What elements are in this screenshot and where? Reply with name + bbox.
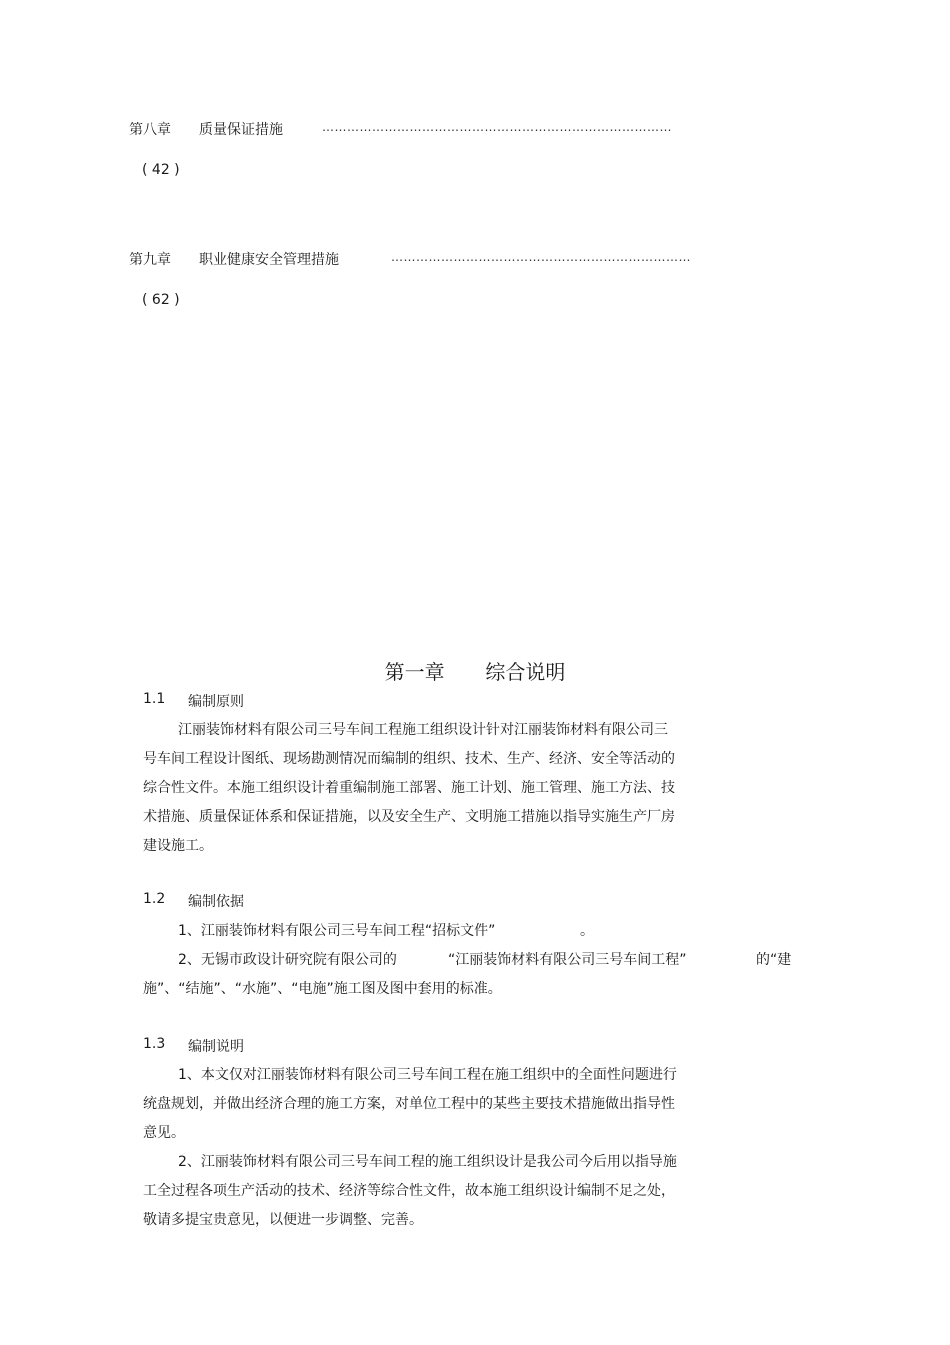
section-number: 1.2 <box>143 891 166 907</box>
paragraph-line: 意见。 <box>143 1125 185 1141</box>
toc-chapter-title: 质量保证措施 <box>199 122 283 138</box>
paragraph-line: 综合性文件。本施工组织设计着重编制施工部署、施工计划、施工管理、施工方法、技 <box>143 780 675 796</box>
list-item-text: 1、江丽装饰材料有限公司三号车间工程“招标文件” <box>178 923 496 939</box>
toc-leader-dots: ………………………………………………………………………… <box>322 120 672 134</box>
chapter-heading <box>0 656 950 685</box>
paragraph-line: 1、本文仅对江丽装饰材料有限公司三号车间工程在施工组织中的全面性问题进行 <box>178 1067 677 1083</box>
list-item-text: “江丽装饰材料有限公司三号车间工程” <box>448 952 687 968</box>
section-number: 1.1 <box>143 691 166 707</box>
chapter-title: 综合说明 <box>485 660 566 684</box>
paragraph-line: 工全过程各项生产活动的技术、经济等综合性文件，故本施工组织设计编制不足之处， <box>143 1183 675 1199</box>
list-item-text: 2、无锡市政设计研究院有限公司的 <box>178 952 397 968</box>
toc-chapter-label: 第九章 <box>129 252 171 268</box>
toc-page-number: ( 42 ) <box>142 162 180 178</box>
paragraph-line: 建设施工。 <box>143 838 213 854</box>
paragraph-line: 敬请多提宝贵意见，以便进一步调整、完善。 <box>143 1212 423 1228</box>
paragraph-line: 号车间工程设计图纸、现场勘测情况而编制的组织、技术、生产、经济、安全等活动的 <box>143 751 675 767</box>
paragraph-line: 2、江丽装饰材料有限公司三号车间工程的施工组织设计是我公司今后用以指导施 <box>178 1154 677 1170</box>
toc-page-number: ( 62 ) <box>142 292 180 308</box>
toc-chapter-label: 第八章 <box>129 122 171 138</box>
paragraph-line: 统盘规划，并做出经济合理的施工方案，对单位工程中的某些主要技术措施做出指导性 <box>143 1096 675 1112</box>
list-item-text: 施”、“结施”、“水施”、“电施”施工图及图中套用的标准。 <box>143 981 502 997</box>
section-title: 编制依据 <box>188 894 244 910</box>
list-item-text: 。 <box>580 923 594 939</box>
toc-chapter-title: 职业健康安全管理措施 <box>199 252 339 268</box>
section-title: 编制说明 <box>188 1039 244 1055</box>
section-title: 编制原则 <box>188 694 244 710</box>
chapter-number: 第一章 <box>384 660 445 684</box>
toc-leader-dots: ……………………………………………………………… <box>391 250 691 264</box>
section-number: 1.3 <box>143 1036 166 1052</box>
paragraph-line: 术措施、质量保证体系和保证措施，以及安全生产、文明施工措施以指导实施生产厂房 <box>143 809 675 825</box>
paragraph-line: 江丽装饰材料有限公司三号车间工程施工组织设计针对江丽装饰材料有限公司三 <box>178 722 668 738</box>
list-item-text: 的“建 <box>756 952 792 968</box>
